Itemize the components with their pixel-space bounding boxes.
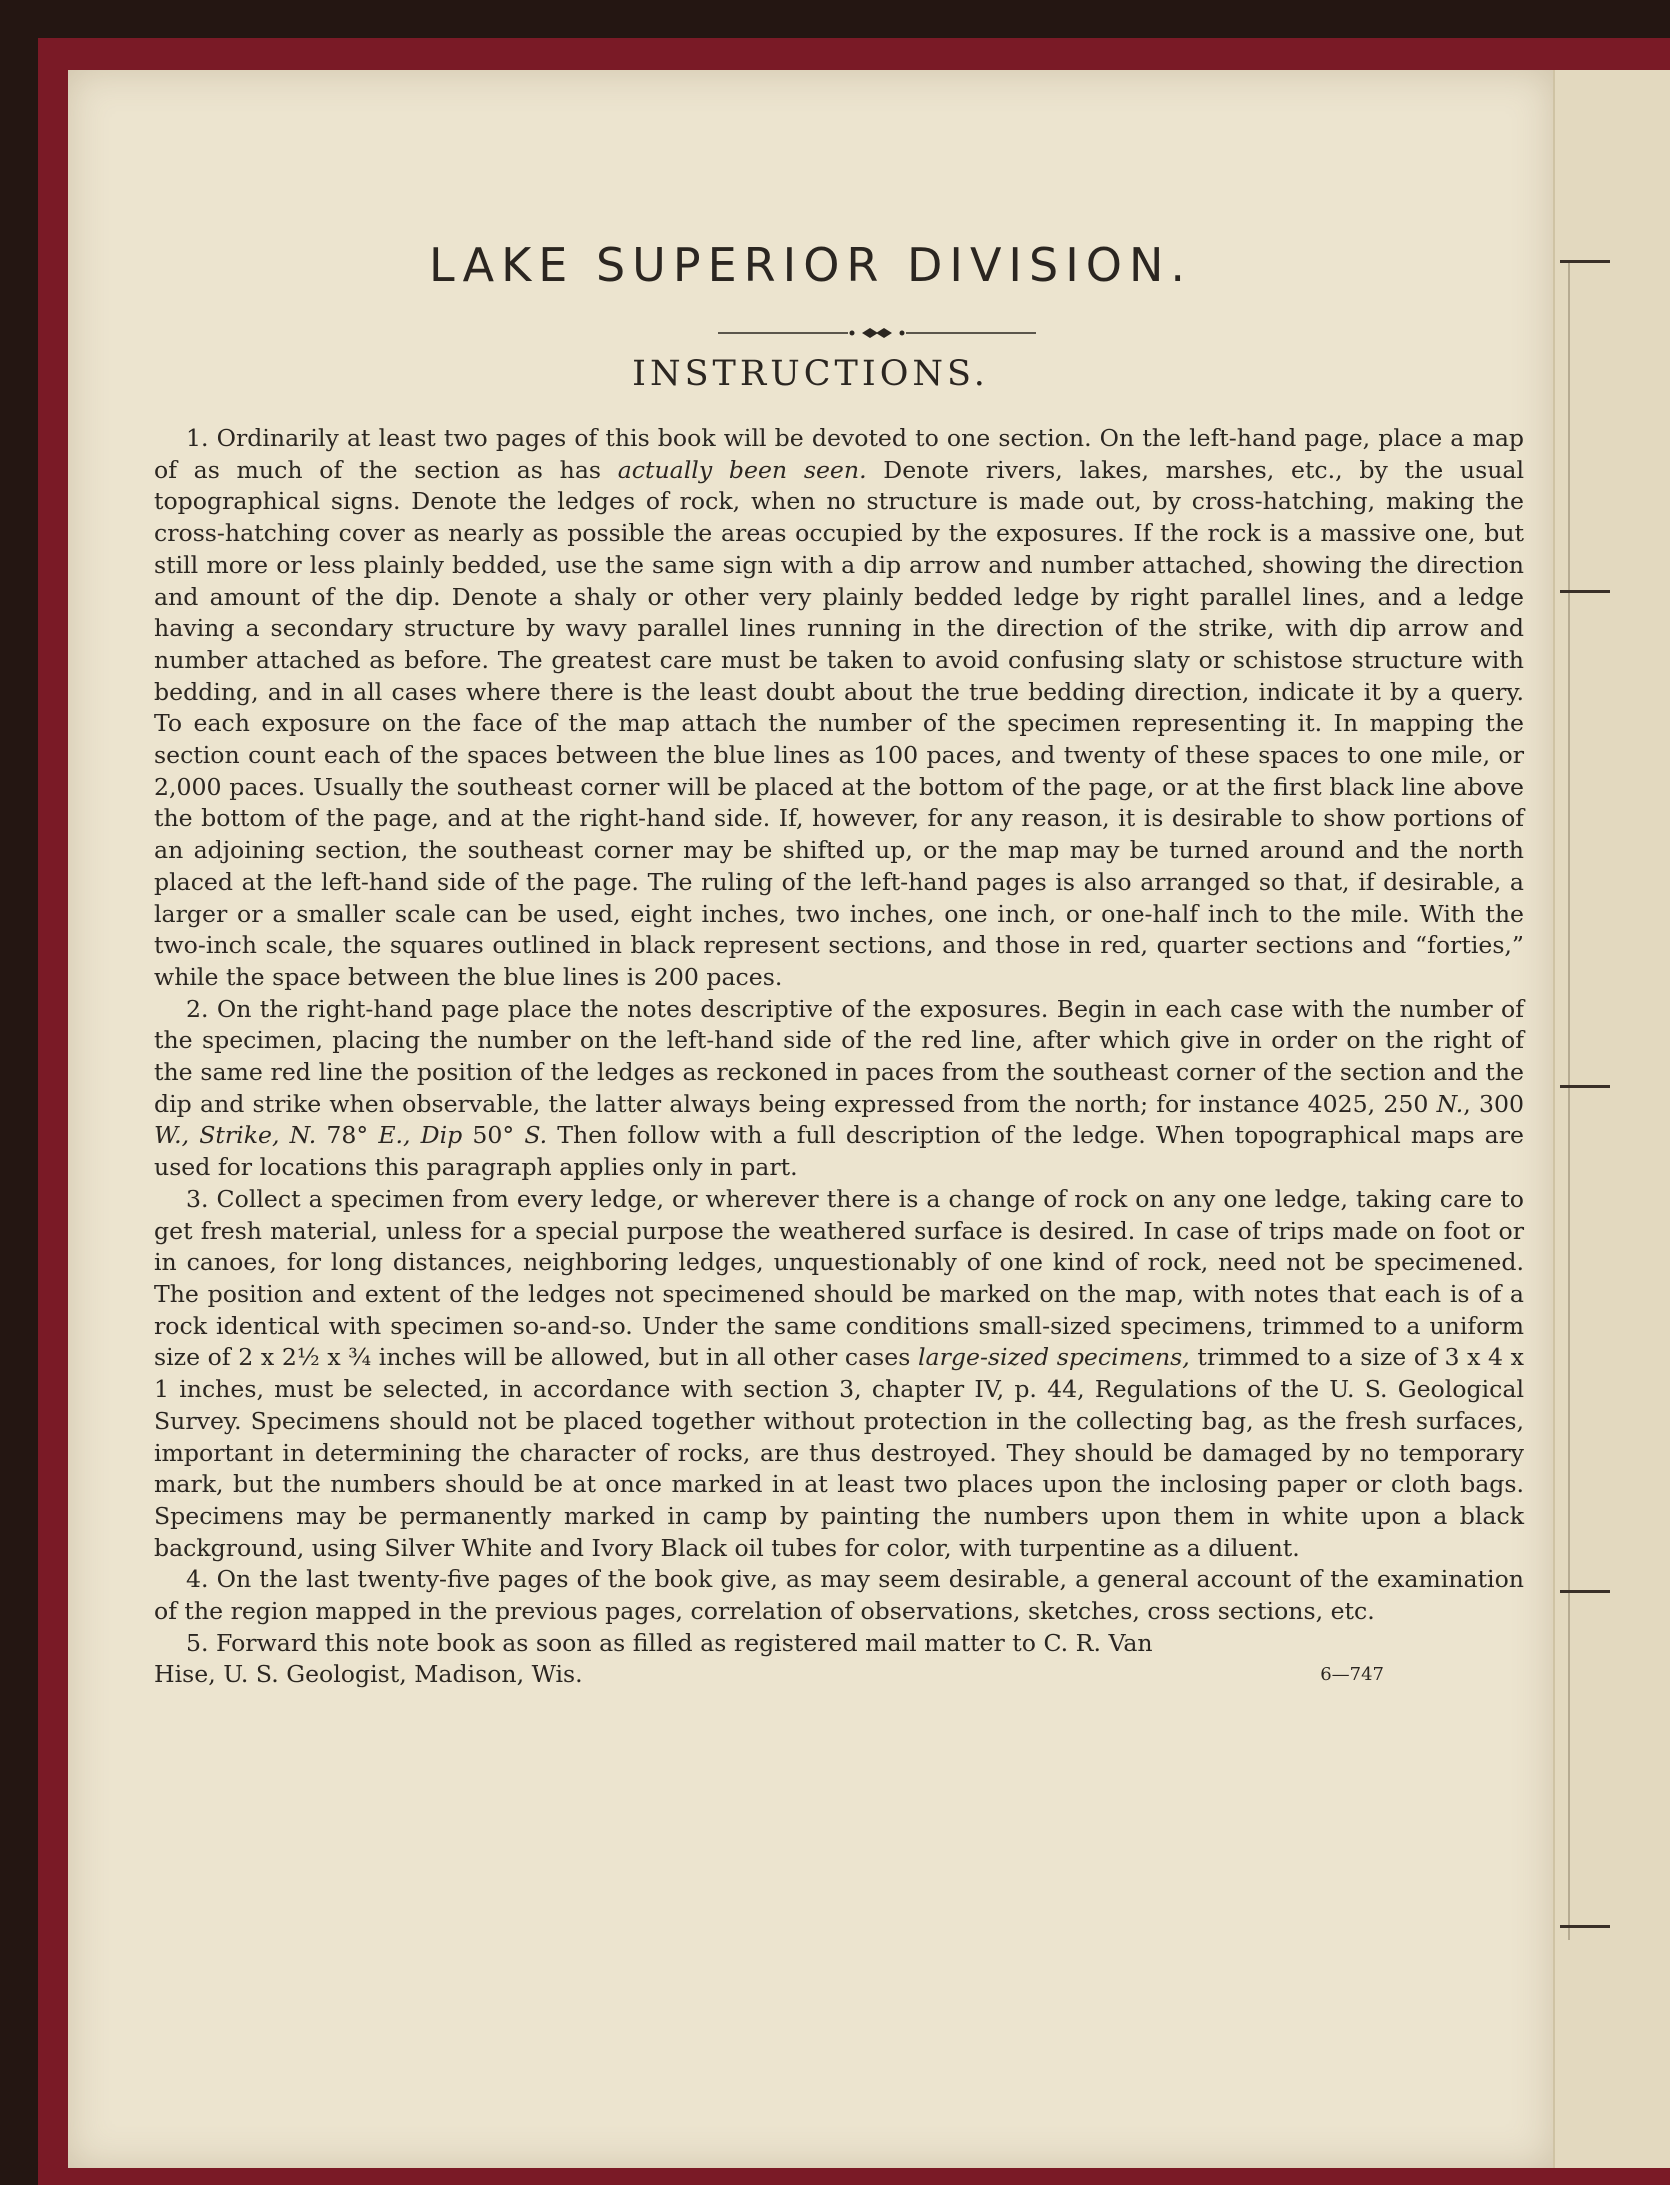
binding-stitch: [1560, 1085, 1610, 1088]
binding-stitch: [1560, 590, 1610, 593]
final-line: [154, 1659, 1524, 1691]
instruction-paragraph-4: 4. On the last twenty-five pages of the book give, as may seem desirable, a general account of the examination of the region mapped in the previous pages, correlation of observations, sketches, cross sections, etc.: [154, 1565, 1524, 1626]
ornament-divider-icon: [718, 327, 1036, 339]
binding-stitch: [1560, 260, 1610, 263]
instruction-paragraph-3: 3. Collect a specimen from every ledge, or wherever there is a change of rock on any one ledge, taking care to get fresh material, unless for a special purpose the weathered surface is desired. In case of trips made on foot or in canoes, for long distances, neighboring ledges, unquestionably of one kind of rock, need not be specimened. The position and extent of the ledges not specimened should be marked on the map, with notes that each is of a rock identical with specimen so-and-so. Under the same conditions small-sized specimens, trimmed to a uniform size of 2 x 2½ x ¾ inches will be allowed, but in all other cases large-sized specimens, trimmed to a size of 3 x 4 x 1 inches, must be selected, in accordance with section 3, chapter IV, p. 44, Regulations of the U. S. Geological Survey. Specimens should not be placed together without protection in the collecting bag, as the fresh surfaces, important in determining the character of rocks, are thus destroyed. They should be damaged by no temporary mark, but the numbers should be at once marked in at least two places upon the inclosing paper or cloth bags. Specimens may be permanently marked in camp by painting the numbers upon them in white upon a black background, using Silver White and Ivory Black oil tubes for color, with turpentine as a diluent.: [154, 1184, 1524, 1562]
binding-stitch: [1560, 1590, 1610, 1593]
binding-gutter: [1568, 260, 1570, 1940]
address-line: Hise, U. S. Geologist, Madison, Wis.: [154, 1660, 583, 1689]
instruction-paragraph-5: 5. Forward this note book as soon as filled as registered mail matter to C. R. Van: [186, 1628, 1153, 1657]
instruction-paragraph-1: 1. Ordinarily at least two pages of this book will be devoted to one section. On the left-hand page, place a map of as much of the section as has actually been seen. Denote rivers, lakes, marshes, etc., by the usual topographical signs. Denote the ledges of rock, when no structure is made out, by cross-hatching, making the cross-hatching cover as nearly as possible the areas occupied by the exposures. If the rock is a massive one, but still more or less plainly bedded, use the same sign with a dip arrow and number attached, showing the direction and amount of the dip. Denote a shaly or other very plainly bedded ledge by right parallel lines, and a ledge having a secondary structure by wavy parallel lines running in the direction of the strike, with dip arrow and number attached as before. The greatest care must be taken to avoid confusing slaty or schistose structure with bedding, and in all cases where there is the least doubt about the true bedding direction, indicate it by a query. To each exposure on the face of the map attach the number of the specimen representing it. In mapping the section count each of the spaces between the blue lines as 100 paces, and twenty of these spaces to one mile, or 2,000 paces. Usually the southeast corner will be placed at the bottom of the page, or at the first black line above the bottom of the page, and at the right-hand side. If, however, for any reason, it is desirable to show portions of an adjoining section, the southeast corner may be shifted up, or the map may be turned around and the north placed at the left-hand side of the page. The ruling of the left-hand pages is also arranged so that, if desirable, a larger or a smaller scale can be used, eight inches, two inches, one inch, or one-half inch to the mile. With the two-inch scale, the squares outlined in black represent sections, and those in red, quarter sections and “forties,” while the space between the blue lines is 200 paces.: [154, 424, 1525, 991]
print-code: 6—747: [1320, 1664, 1384, 1686]
page-title: LAKE SUPERIOR DIVISION.: [428, 238, 1193, 292]
binding-stitch: [1560, 1925, 1610, 1928]
section-heading: INSTRUCTIONS.: [632, 354, 989, 394]
facing-page-edge: [1553, 70, 1670, 2168]
instruction-paragraph-2: 2. On the right-hand page place the notes descriptive of the exposures. Begin in each case with the number of the specimen, placing the number on the left-hand side of the red line, after which give in order on the right of the same red line the position of the ledges as reckoned in paces from the southeast corner of the section and the dip and strike when observable, the latter always being expressed from the north; for instance 4025, 250 N., 300 W., Strike, N. 78° E., Dip 50° S. Then follow with a full description of the ledge. When topographical maps are used for locations this paragraph applies only in part.: [154, 994, 1524, 1182]
book-page: [68, 70, 1553, 2168]
instructions-body: [154, 423, 1524, 1691]
